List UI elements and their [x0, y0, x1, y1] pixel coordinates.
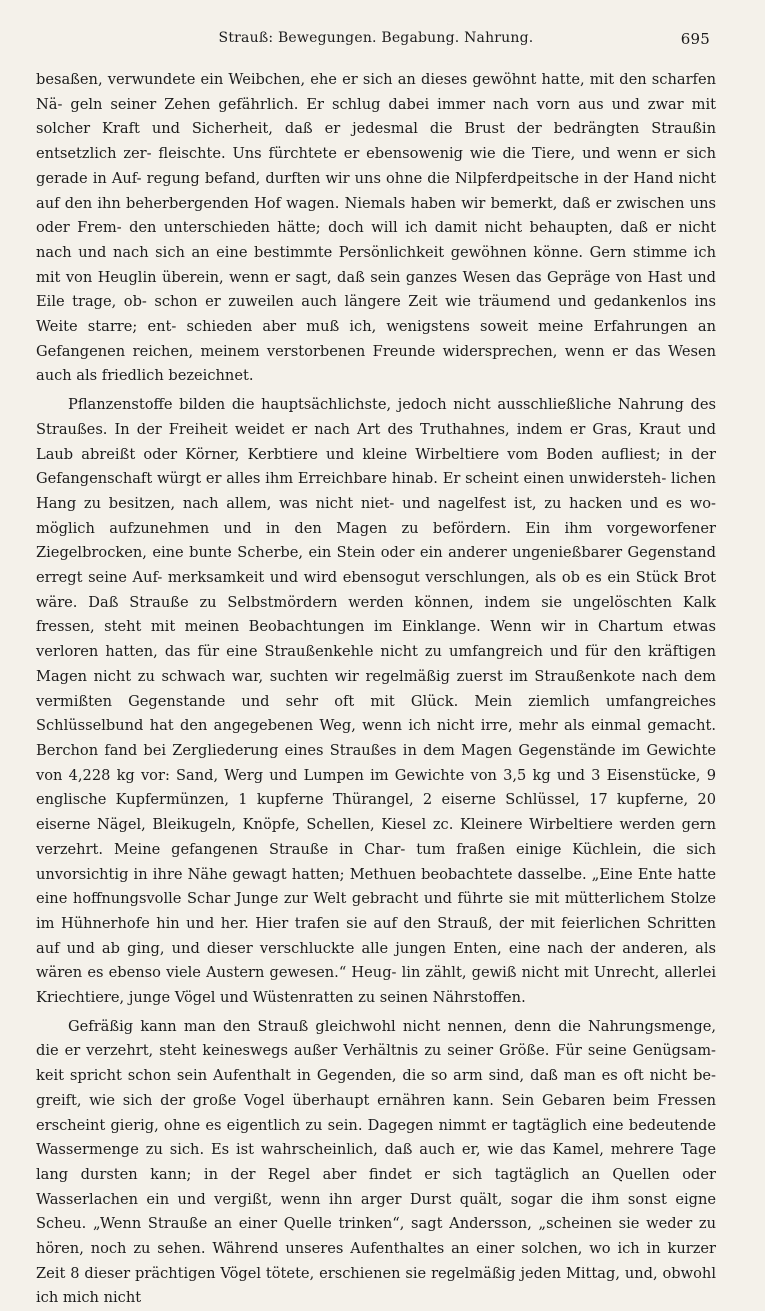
paragraph-continued: besaßen, verwundete ein Weibchen, ehe er sich an dieses gewöhnt hatte, mit den scharfen Nä- geln seiner Zehen gefährlich. Er schlug dabei immer nach vorn aus und zwar mit solcher Kraft und Sicherheit, daß er jedesmal die Brust der bedrängten Straußin entsetzlich zer- fleischte. Uns fürchtete er ebensowenig wie die Tiere, und wenn er sich gerade in Auf- regung befand, durften wir uns ohne die Nilpferdpeitsche in der Hand nicht auf den ihn beherbergenden Hof wagen. Niemals haben wir bemerkt, daß er zwischen uns oder Frem- den unterschieden hätte; doch will ich damit nicht behaupten, daß er nicht nach und nach sich an eine bestimmte Persönlichkeit gewöhnen könne. Gern stimme ich mit von Heuglin überein, wenn er sagt, daß sein ganzes Wesen das Gepräge von Hast und Eile trage, ob- schon er zuweilen auch längere Zeit wie träumend und gedankenlos ins Weite starre; ent- schieden aber muß ich, wenigstens soweit meine Erfahrungen an Gefangenen reichen, meinem verstorbenen Freunde widersprechen, wenn er das Wesen auch als friedlich bezeichnet. [36, 71, 716, 385]
page-body [36, 68, 716, 1311]
paragraph-feeding-habits: Gefräßig kann man den Strauß gleichwohl nicht nennen, denn die Nahrungsmenge, die er verzehrt, steht keineswegs außer Verhältnis zu seiner Größe. Für seine Genügsam- keit spricht schon sein Aufenthalt in Gegenden, die so arm sind, daß man es oft nicht be- greift, wie sich der große Vogel überhaupt ernähren kann. Sein Gebaren beim Fressen erscheint gierig, ohne es eigentlich zu sein. Dagegen nimmt er tagtäglich eine bedeutende Wassermenge zu sich. Es ist wahrscheinlich, daß auch er, wie das Kamel, mehrere Tage lang dursten kann; in der Regel aber findet er sich tagtäglich an Quellen oder Wasserlachen ein und vergißt, wenn ihn arger Durst quält, sogar die ihm sonst eigne Scheu. „Wenn Strauße an einer Quelle trinken“, sagt Andersson, „scheinen sie weder zu hören, noch zu sehen. Während unseres Aufenthaltes an einer solchen, wo ich in kurzer Zeit 8 dieser prächtigen Vögel tötete, erschienen sie regelmäßig jeden Mittag, und, obwohl ich mich nicht [36, 1017, 716, 1307]
running-title: Strauß: Bewegungen. Begabung. Nahrung. [218, 30, 534, 46]
page-number: 695 [680, 30, 710, 48]
book-page [36, 30, 716, 1307]
paragraph-nutrition: Pflanzenstoffe bilden die hauptsächlichste, jedoch nicht ausschließliche Nahrung des Straußes. In der Freiheit weidet er nach Art des Truthahnes, indem er Gras, Kraut und Laub abreißt oder Körner, Kerbtiere und kleine Wirbeltiere vom Boden aufliest; in der Gefangenschaft würgt er alles ihm Erreichbare hinab. Er scheint einen unwidersteh- lichen Hang zu besitzen, nach allem, was nicht niet- und nagelfest ist, zu hacken und es wo- möglich aufzunehmen und in den Magen zu befördern. Ein ihm vorgeworfener Ziegelbrocken, eine bunte Scherbe, ein Stein oder ein anderer ungenießbarer Gegenstand erregt seine Auf- merksamkeit und wird ebensogut verschlungen, als ob es ein Stück Brot wäre. Daß Strauße zu Selbstmördern werden können, indem sie ungelöschten Kalk fressen, steht mit meinen Beobachtungen im Einklange. Wenn wir in Chartum etwas verloren hatten, das für eine Straußenkehle nicht zu umfangreich und für den kräftigen Magen nicht zu schwach war, suchten wir regelmäßig zuerst im Straußenkote nach dem vermißten Gegenstande und sehr oft mit Glück. Mein ziemlich umfangreiches Schlüsselbund hat den angegebenen Weg, wenn ich nicht irre, mehr als einmal gemacht. Berchon fand bei Zergliederung eines Straußes in dem Magen Gegenstände im Gewichte von 4,228 kg vor: Sand, Werg und Lumpen im Gewichte von 3,5 kg und 3 Eisenstücke, 9 englische Kupfermünzen, 1 kupferne Thürangel, 2 eiserne Schlüssel, 17 kupferne, 20 eiserne Nägel, Bleikugeln, Knöpfe, Schellen, Kiesel zc. Kleinere Wirbeltiere werden gern verzehrt. Meine gefangenen Strauße in Char- tum fraßen einige Küchlein, die sich unvorsichtig in ihre Nähe gewagt hatten; Methuen beobachtete dasselbe. „Eine Ente hatte eine hoffnungsvolle Schar Junge zur Welt gebracht und führte sie mit mütterlichem Stolze im Hühnerhofe hin und her. Hier trafen sie auf den Strauß, der mit feierlichen Schritten auf und ab ging, und dieser verschluckte alle jungen Enten, eine nach der anderen, als wären es ebenso viele Austern gewesen.“ Heug- lin zählt, gewiß nicht mit Unrecht, allerlei Kriechtiere, junge Vögel und Wüstenratten zu seinen Nährstoffen. [36, 396, 716, 1007]
page-header [36, 30, 716, 54]
